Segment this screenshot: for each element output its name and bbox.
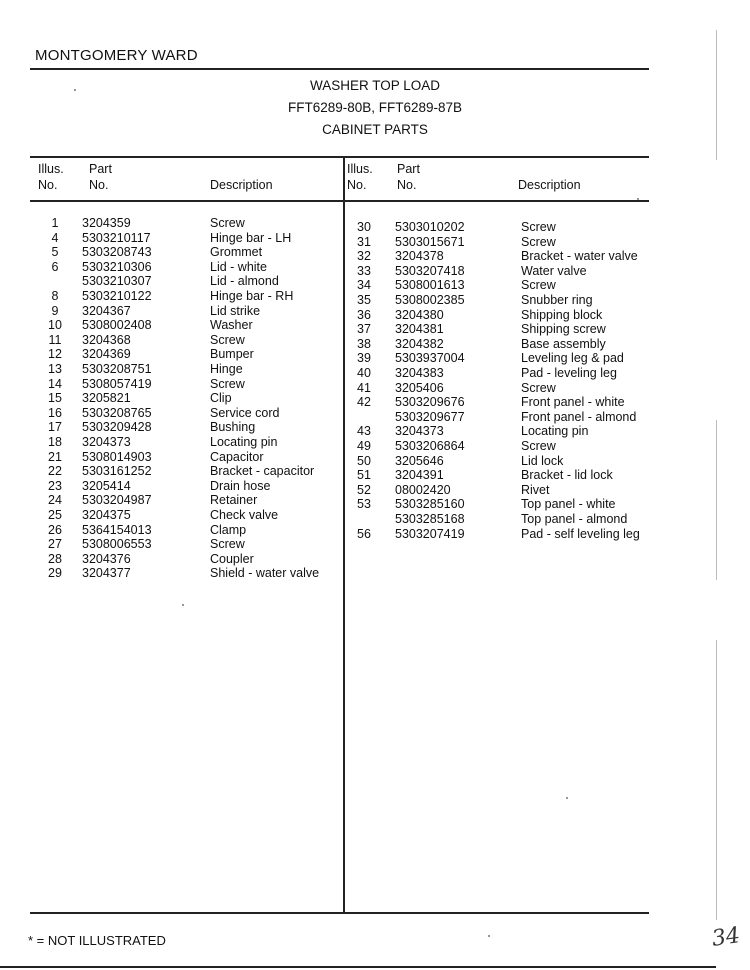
illus-number: 22 [48, 464, 62, 479]
illus-number: 27 [48, 537, 62, 552]
illus-number: 9 [51, 303, 59, 318]
right-illus-header: Illus. No. [347, 162, 373, 192]
illus-number: 42 [357, 395, 371, 410]
scan-speck [488, 935, 490, 937]
parts-row [0, 497, 700, 511]
illus-number: 12 [48, 347, 62, 362]
illus-number: 35 [357, 293, 371, 307]
part-number: 5303208765 [82, 405, 152, 420]
part-number: 3204377 [82, 566, 131, 581]
part-description: Base assembly [521, 336, 606, 351]
illus-number: 30 [357, 220, 371, 234]
part-number: 3204380 [395, 307, 444, 322]
illus-number: 11 [48, 332, 62, 347]
parts-row [0, 264, 700, 278]
part-description: Screw [521, 278, 556, 293]
parts-row [0, 337, 700, 351]
scan-edge-line [716, 640, 717, 920]
part-description: Coupler [210, 551, 254, 566]
part-number: 5303207418 [395, 263, 465, 278]
part-description: Pad - self leveling leg [521, 526, 640, 541]
parts-row [0, 249, 700, 263]
illus-number: 18 [48, 435, 62, 449]
part-description: Drain hose [210, 478, 271, 493]
part-description: Service cord [210, 405, 280, 420]
section-title: CABINET PARTS [322, 122, 428, 137]
part-number: 3205406 [395, 380, 444, 395]
part-number: 3204368 [82, 332, 131, 347]
part-description: Water valve [521, 263, 587, 278]
part-number: 3204391 [395, 468, 444, 483]
part-description: Locating pin [521, 424, 589, 439]
illus-number: 53 [357, 497, 371, 512]
part-description: Hinge [210, 362, 243, 376]
part-description: Screw [210, 376, 245, 391]
part-description: Lid - white [210, 259, 267, 274]
part-description: Screw [521, 439, 556, 453]
illus-number: 1 [51, 216, 59, 230]
scan-speck [637, 198, 639, 200]
parts-row [0, 322, 700, 336]
scan-speck [566, 797, 568, 799]
part-description: Hinge bar - RH [210, 289, 294, 303]
parts-row [0, 395, 700, 409]
illus-number: 26 [48, 522, 62, 537]
scan-speck [182, 604, 184, 606]
part-number: 5308057419 [82, 376, 152, 391]
part-description: Locating pin [210, 435, 278, 449]
part-number: 5303210122 [82, 289, 152, 303]
part-number: 3204381 [395, 322, 444, 337]
parts-row [0, 410, 700, 424]
document-title: WASHER TOP LOAD [309, 78, 441, 93]
part-number: 3205414 [82, 478, 131, 493]
left-part-header: Part No. [89, 162, 112, 192]
table-bottom-rule [30, 912, 649, 914]
part-number: 5303161252 [82, 464, 152, 479]
illus-number: 51 [357, 468, 371, 483]
part-number: 5303937004 [395, 351, 465, 366]
part-description: Screw [521, 234, 556, 249]
part-number: 5303206864 [395, 439, 465, 453]
parts-row [0, 527, 700, 541]
illus-number: 14 [48, 376, 62, 391]
illus-number: 50 [357, 453, 371, 468]
part-number: 5303209676 [395, 395, 465, 410]
part-description: Bushing [210, 420, 256, 435]
part-number: 5308002385 [395, 293, 465, 307]
part-description: Bumper [210, 347, 254, 362]
not-illustrated-note: * = NOT ILLUSTRATED [28, 933, 166, 948]
illus-number: 17 [48, 420, 62, 435]
part-description: Lid - almond [210, 274, 279, 289]
part-description: Screw [210, 216, 245, 230]
part-description: Shipping screw [521, 322, 606, 337]
table-top-rule [30, 156, 649, 158]
illus-number: 43 [357, 424, 371, 439]
parts-row [0, 424, 700, 438]
parts-row [0, 308, 700, 322]
illus-number: 5 [51, 245, 59, 260]
illus-number: 10 [48, 318, 62, 333]
part-number: 5303015671 [395, 234, 465, 249]
part-number: 5303209677 [395, 409, 465, 424]
parts-row [0, 220, 700, 234]
illus-number: 56 [357, 526, 371, 541]
part-description: Bracket - capacitor [210, 464, 315, 479]
part-number: 5303010202 [395, 220, 465, 234]
part-description: Top panel - white [521, 497, 616, 512]
part-number: 5364154013 [82, 522, 152, 537]
part-number: 3204369 [82, 347, 131, 362]
illus-number: 25 [48, 508, 62, 522]
part-number: 5303210306 [82, 259, 152, 274]
parts-row [0, 454, 700, 468]
illus-number: 39 [357, 351, 371, 366]
part-description: Screw [210, 332, 245, 347]
part-number: 5308014903 [82, 449, 152, 464]
part-description: Bracket - water valve [521, 249, 638, 264]
illus-number: 31 [357, 234, 371, 249]
illus-number: 37 [357, 322, 371, 337]
illus-number: 32 [357, 249, 371, 264]
part-number: 5303210117 [82, 230, 151, 245]
illus-number: 8 [51, 289, 59, 303]
illus-number: 13 [48, 362, 62, 376]
part-number: 5303285168 [395, 512, 465, 526]
right-part-header: Part No. [397, 162, 420, 192]
illus-number: 15 [48, 391, 62, 406]
part-description: Screw [521, 220, 556, 234]
parts-row [0, 512, 700, 526]
left-illus-header: Illus. No. [38, 162, 64, 192]
illus-number: 21 [48, 449, 62, 464]
part-number: 3204383 [395, 366, 444, 380]
illus-number: 38 [357, 336, 371, 351]
part-number: 5303210307 [82, 274, 152, 289]
page-bottom-rule [0, 966, 716, 968]
parts-row [0, 468, 700, 482]
illus-number: 28 [48, 551, 62, 566]
table-header-rule [30, 200, 649, 202]
part-number: 5308006553 [82, 537, 152, 552]
scan-edge-line [716, 30, 717, 160]
illus-number: 40 [357, 366, 371, 380]
illus-number: 52 [357, 482, 371, 497]
part-description: Washer [210, 318, 253, 333]
part-description: Snubber ring [521, 293, 593, 307]
parts-row [0, 439, 700, 453]
part-number: 5303285160 [395, 497, 465, 512]
illus-number: 29 [48, 566, 62, 581]
part-number: 3205646 [395, 453, 444, 468]
part-description: Bracket - lid lock [521, 468, 613, 483]
part-description: Clip [210, 391, 232, 406]
part-number: 5303207419 [395, 526, 465, 541]
part-number: 5303208751 [82, 362, 152, 376]
part-number: 3204378 [395, 249, 444, 264]
part-description: Screw [210, 537, 245, 552]
illus-number: 34 [357, 278, 371, 293]
illus-number: 16 [48, 405, 62, 420]
illus-number: 36 [357, 307, 371, 322]
part-number: 5308002408 [82, 318, 152, 333]
part-number: 5303204987 [82, 493, 152, 508]
part-number: 5308001613 [395, 278, 465, 293]
part-number: 3204359 [82, 216, 131, 230]
illus-number: 24 [48, 493, 62, 508]
part-number: 3205821 [82, 391, 131, 406]
brand-name: MONTGOMERY WARD [35, 47, 198, 64]
illus-number: 4 [51, 230, 59, 245]
part-number: 5303208743 [82, 245, 152, 260]
part-number: 3204376 [82, 551, 131, 566]
parts-row [0, 483, 700, 497]
part-number: 3204367 [82, 303, 131, 318]
part-description: Hinge bar - LH [210, 230, 292, 245]
header-rule [30, 68, 649, 70]
part-description: Shield - water valve [210, 566, 320, 581]
parts-row [0, 351, 700, 365]
part-number: 3204375 [82, 508, 131, 522]
part-number: 3204373 [395, 424, 444, 439]
part-description: Grommet [210, 245, 263, 260]
part-description: Capacitor [210, 449, 264, 464]
left-description-header: Description [210, 178, 273, 192]
parts-row [0, 552, 700, 566]
part-number: 5303209428 [82, 420, 152, 435]
part-description: Pad - leveling leg [521, 366, 617, 380]
part-description: Lid lock [521, 453, 564, 468]
page-number: 34 [710, 923, 742, 952]
part-description: Retainer [210, 493, 258, 508]
illus-number: 33 [357, 263, 371, 278]
part-description: Leveling leg & pad [521, 351, 624, 366]
parts-row [0, 293, 700, 307]
illus-number: 49 [357, 439, 371, 453]
part-description: Shipping block [521, 307, 603, 322]
part-description: Front panel - white [521, 395, 625, 410]
parts-row [0, 381, 700, 395]
part-description: Lid strike [210, 303, 261, 318]
parts-row [0, 566, 700, 580]
right-description-header: Description [518, 178, 581, 192]
part-number: 3204373 [82, 435, 131, 449]
part-description: Front panel - almond [521, 409, 637, 424]
part-description: Top panel - almond [521, 512, 628, 526]
scan-speck [74, 89, 76, 91]
part-description: Rivet [521, 482, 550, 497]
model-numbers: FFT6289-80B, FFT6289-87B [287, 100, 463, 115]
part-description: Check valve [210, 508, 279, 522]
illus-number: 41 [357, 380, 371, 395]
parts-row [0, 278, 700, 292]
parts-row [0, 235, 700, 249]
part-number: 3204382 [395, 336, 444, 351]
part-number: 08002420 [395, 482, 451, 497]
part-description: Clamp [210, 522, 247, 537]
parts-row [0, 366, 700, 380]
illus-number: 6 [51, 259, 59, 274]
illus-number: 23 [48, 478, 62, 493]
scan-edge-line [716, 420, 717, 580]
part-description: Screw [521, 380, 556, 395]
